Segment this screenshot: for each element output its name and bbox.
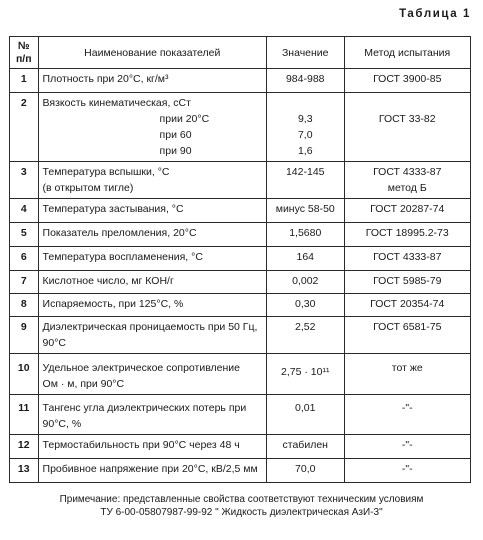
row-name: Вязкость кинематическая, сСт <box>42 97 191 109</box>
row-method: ГОСТ 20354-74 <box>344 294 471 317</box>
row-name: Температура застывания, °С <box>38 199 266 223</box>
row-method: ГОСТ 18995.2-73 <box>344 223 471 247</box>
row-method-continued: метод Б <box>387 182 427 194</box>
row-value: 70,0 <box>267 459 345 483</box>
row-name: Плотность при 20°С, кг/м³ <box>38 69 266 93</box>
row-number: 5 <box>10 223 39 247</box>
row-number: 7 <box>10 271 39 294</box>
sub-value: 7,0 <box>297 129 313 141</box>
row-method: тот же <box>344 354 471 395</box>
table-row <box>10 247 471 271</box>
row-value: 2,52 <box>267 317 345 354</box>
row-value: 1,5680 <box>267 223 345 247</box>
row-method: -"- <box>344 459 471 483</box>
header-name: Наименование показателей <box>38 37 266 69</box>
row-value: 142-145 <box>267 162 345 199</box>
table-row <box>10 199 471 223</box>
row-value: 164 <box>267 247 345 271</box>
sub-value: 1,6 <box>297 145 313 157</box>
row-method: ГОСТ 4333-87 <box>344 247 471 271</box>
row-name: Испаряемость, при 125°С, % <box>38 294 266 317</box>
table-row <box>10 294 471 317</box>
row-method: -"- <box>344 435 471 459</box>
sub-label: при 90 <box>159 145 192 157</box>
row-name: Показатель преломления, 20°С <box>38 223 266 247</box>
note-line-1: Примечание: представленные свойства соответствуют техническим условиям <box>59 494 424 505</box>
row-value-cell <box>267 93 345 162</box>
row-value: стабилен <box>267 435 345 459</box>
note-line-2: ТУ 6-00-05807987-99-92 " Жидкость диэлектрическая АзИ-3" <box>100 507 383 518</box>
header-method: Метод испытания <box>344 37 471 69</box>
row-method-cell <box>344 93 471 162</box>
table-row <box>10 435 471 459</box>
table-header-row <box>10 37 471 69</box>
row-name-cell <box>38 93 266 162</box>
header-value: Значение <box>267 37 345 69</box>
row-method: ГОСТ 4333-87 <box>373 166 442 178</box>
table-row <box>10 395 471 435</box>
row-name-cell <box>38 354 266 395</box>
row-name-cell <box>38 162 266 199</box>
table-row <box>10 223 471 247</box>
sub-value: 9,3 <box>297 113 313 125</box>
row-name-continued: (в открытом тигле) <box>42 182 134 194</box>
row-name: Пробивное напряжение при 20°С, кВ/2,5 мм <box>38 459 266 483</box>
row-method: ГОСТ 3900-85 <box>344 69 471 93</box>
row-number: 2 <box>10 93 39 162</box>
header-no: № п/п <box>10 37 39 69</box>
row-name-continued: Ом · м, при 90°С <box>42 378 125 390</box>
sub-label: при 60 <box>159 129 192 141</box>
table-row <box>10 69 471 93</box>
row-value: 2,75 · 10¹¹ <box>281 366 330 378</box>
table-caption: Таблица 1 <box>399 8 471 20</box>
row-name-continued: 90°С <box>42 337 67 349</box>
row-name: Удельное электрическое сопротивление <box>42 362 241 374</box>
row-value-cell <box>267 354 345 395</box>
row-number: 4 <box>10 199 39 223</box>
row-name: Термостабильность при 90°С через 48 ч <box>38 435 266 459</box>
row-number: 9 <box>10 317 39 354</box>
table-row <box>10 271 471 294</box>
row-number: 6 <box>10 247 39 271</box>
row-name: Диэлектрическая проницаемость при 50 Гц, <box>42 321 258 333</box>
row-method: ГОСТ 20287-74 <box>344 199 471 223</box>
row-name: Температура вспышки, °С <box>42 166 170 178</box>
table-row <box>10 354 471 395</box>
row-name: Кислотное число, мг КОН/г <box>38 271 266 294</box>
row-value: 0,002 <box>267 271 345 294</box>
row-number: 8 <box>10 294 39 317</box>
row-value: минус 58-50 <box>267 199 345 223</box>
table-note <box>0 493 483 519</box>
properties-table <box>9 36 471 483</box>
row-value: 0,30 <box>267 294 345 317</box>
row-number: 11 <box>10 395 39 435</box>
row-number: 12 <box>10 435 39 459</box>
sub-label: прии 20°С <box>159 113 210 125</box>
row-value: 984-988 <box>267 69 345 93</box>
row-value: 0,01 <box>267 395 345 435</box>
row-name-cell <box>38 317 266 354</box>
row-number: 10 <box>10 354 39 395</box>
row-name: Тангенс угла диэлектрических потерь при <box>42 402 247 414</box>
row-number: 13 <box>10 459 39 483</box>
table-row <box>10 459 471 483</box>
row-method: ГОСТ 6581-75 <box>344 317 471 354</box>
row-name-continued: 90°С, % <box>42 418 82 430</box>
row-method: -"- <box>344 395 471 435</box>
row-number: 3 <box>10 162 39 199</box>
table-row <box>10 162 471 199</box>
row-name-cell <box>38 395 266 435</box>
row-name: Температура воспламенения, °С <box>38 247 266 271</box>
table-row <box>10 93 471 162</box>
row-method: ГОСТ 33-82 <box>378 113 436 125</box>
row-number: 1 <box>10 69 39 93</box>
table-row <box>10 317 471 354</box>
row-method: ГОСТ 5985-79 <box>344 271 471 294</box>
row-method-cell <box>344 162 471 199</box>
